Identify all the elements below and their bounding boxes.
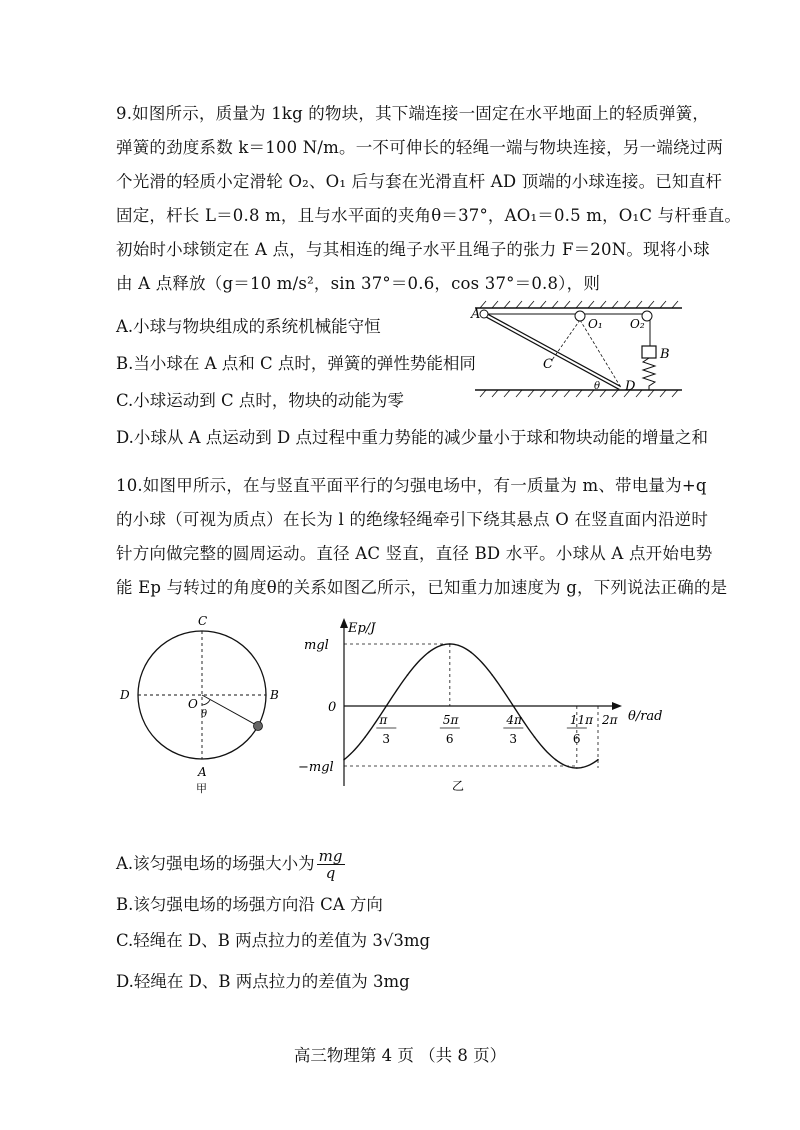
ep-point xyxy=(576,767,578,769)
q10-line-1: 10.如图甲所示，在与竖直平面平行的匀强电场中，有一质量为 m、带电量为+q xyxy=(116,476,707,495)
x-tick-den: 6 xyxy=(445,732,454,746)
q9-line-1: 9.如图所示，质量为 1kg 的物块，其下端连接一固定在水平地面上的轻质弹簧， xyxy=(116,104,710,123)
x-tick-den: 3 xyxy=(509,732,517,746)
ep-point xyxy=(597,759,599,761)
q9-line-4: 固定，杆长 L＝0.8 m，且与水平面的夹角θ＝37°，AO₁＝0.5 m，O₁C 与杆垂直。 xyxy=(116,206,742,225)
pulley-o1 xyxy=(575,311,585,321)
block-b xyxy=(642,346,656,358)
q9-option-c: C.小球运动到 C 点时，物块的动能为零 xyxy=(116,391,404,410)
q9-figure xyxy=(470,298,690,398)
x-tick-num: 11π xyxy=(569,713,593,727)
label-b: B xyxy=(270,688,279,702)
q9-option-a: A.小球与物块组成的系统机械能守恒 xyxy=(116,317,381,336)
ep-theta-chart xyxy=(298,614,718,794)
q10-option-c: C.轻绳在 D、B 两点拉力的差值为 3√3mg xyxy=(116,931,431,950)
label-a: A xyxy=(198,765,207,779)
label-c: C xyxy=(543,357,553,372)
label-o2: O₂ xyxy=(630,317,645,331)
x-tick-num: π xyxy=(379,713,388,727)
label-o: O xyxy=(188,697,198,711)
x-tick-den: 3 xyxy=(382,732,390,746)
q9-line-3: 个光滑的轻质小定滑轮 O₂、O₁ 后与套在光滑直杆 AD 顶端的小球连接。已知直杆 xyxy=(116,172,723,191)
ep-point xyxy=(449,643,451,645)
label-a: A xyxy=(471,307,481,322)
x-tick-num: 4π xyxy=(506,713,522,727)
q9-line-5: 初始时小球锁定在 A 点，与其相连的绳子水平且绳子的张力 F＝20N。现将小球 xyxy=(116,240,710,259)
x-tick-num: 5π xyxy=(442,713,459,727)
label-o1: O₁ xyxy=(588,317,603,331)
page-footer: 高三物理第 4 页 （共 8 页） xyxy=(293,1046,507,1065)
string-line xyxy=(202,695,258,726)
circle-figure xyxy=(112,612,292,802)
x-axis-arrow xyxy=(612,702,622,710)
x-tick-2pi: 2π xyxy=(602,713,618,727)
y-axis-label: Ep/J xyxy=(348,621,376,636)
charged-ball xyxy=(254,722,263,731)
label-theta: θ xyxy=(594,381,601,392)
q9-option-b: B.当小球在 A 点和 C 点时，弹簧的弹性势能相同 xyxy=(116,354,476,373)
ep-point xyxy=(407,674,409,676)
q10-option-a xyxy=(116,848,347,881)
ep-point xyxy=(343,759,345,761)
q10-option-d: D.轻绳在 D、B 两点拉力的差值为 3mg xyxy=(116,972,410,991)
x-axis-label: θ/rad xyxy=(628,709,663,724)
ep-point xyxy=(513,705,515,707)
y-tick-0: 0 xyxy=(328,700,337,715)
ep-point xyxy=(364,736,366,738)
label-d: D xyxy=(625,379,636,394)
q10-line-4: 能 Ep 与转过的角度θ的关系如图乙所示，已知重力加速度为 g，下列说法正确的是 xyxy=(116,578,728,597)
ep-point xyxy=(428,652,430,654)
q10-line-3: 针方向做完整的圆周运动。直径 AC 竖直，直径 BD 水平。小球从 A 点开始电势 xyxy=(116,544,713,563)
q9-option-d: D.小球从 A 点运动到 D 点过程中重力势能的减少量小于球和物块动能的增量之和 xyxy=(116,428,709,447)
caption-jia: 甲 xyxy=(196,782,207,795)
label-d: D xyxy=(120,688,130,702)
ep-point xyxy=(555,759,557,761)
q10-line-2: 的小球（可视为质点）在长为 l 的绝缘轻绳牵引下绕其悬点 O 在竖直面内沿逆时 xyxy=(116,510,709,529)
q9-line-2: 弹簧的劲度系数 k＝100 N/m。一不可伸长的轻绳一端与物块连接，另一端绕过两 xyxy=(116,138,724,157)
label-b: B xyxy=(660,347,670,362)
y-tick-neg-mgl: −mgl xyxy=(298,760,334,775)
ep-point xyxy=(386,705,388,707)
fraction-num: mg xyxy=(318,847,343,865)
x-tick-den: 6 xyxy=(572,732,581,746)
ball-a xyxy=(480,310,488,318)
ep-point xyxy=(534,736,536,738)
ep-point xyxy=(491,674,493,676)
chart-caption: 乙 xyxy=(452,779,465,793)
y-axis-arrow xyxy=(340,618,348,628)
field-fraction xyxy=(317,848,345,881)
spring xyxy=(643,358,655,390)
ep-point xyxy=(470,652,472,654)
y-tick-mgl: mgl xyxy=(304,638,329,653)
q10-option-b: B.该匀强电场的场强方向沿 CA 方向 xyxy=(116,895,383,914)
q10-option-a-text: A.该匀强电场的场强大小为 xyxy=(116,854,315,873)
fraction-den: q xyxy=(325,864,336,882)
label-theta: θ xyxy=(201,709,208,720)
label-c: C xyxy=(198,614,208,628)
q9-line-6: 由 A 点释放（g＝10 m/s²，sin 37°＝0.6，cos 37°＝0.8），则 xyxy=(116,274,601,293)
